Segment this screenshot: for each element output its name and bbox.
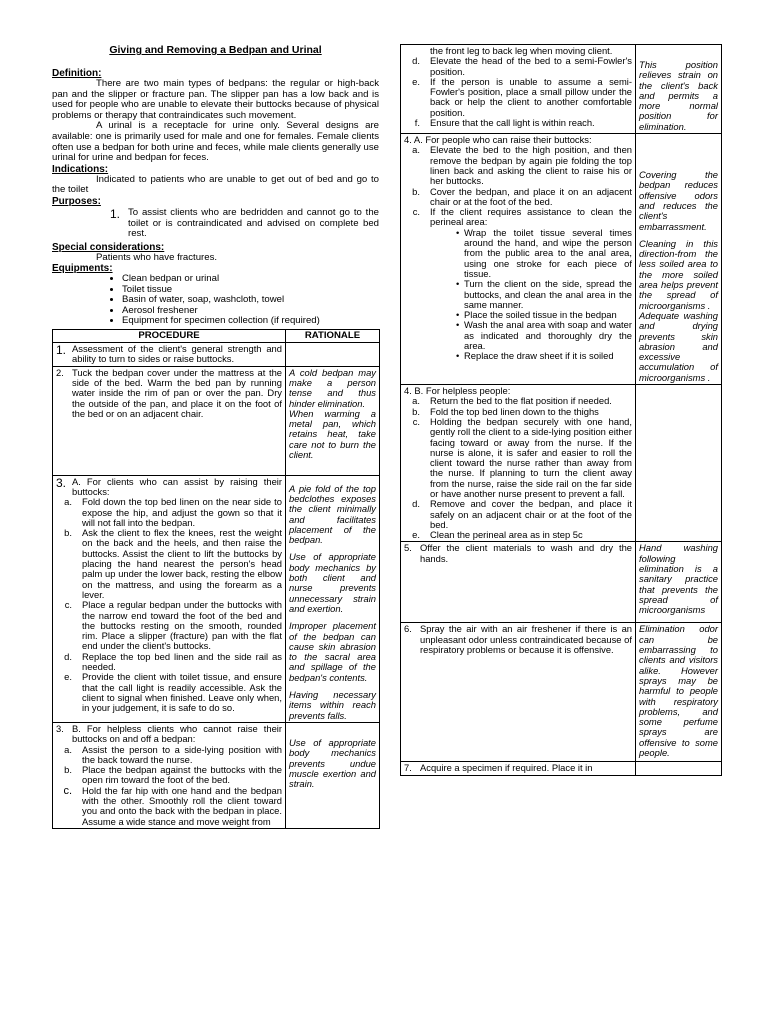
- sub-step-text: Ensure that the call light is within reach.: [430, 117, 595, 129]
- step-number: 5.: [404, 542, 412, 554]
- procedure-cell: [401, 762, 636, 775]
- step-number: 1.: [56, 343, 67, 358]
- special-considerations-text: Patients who have fractures.: [96, 251, 218, 263]
- bullet-item: • Turn the client on the side, spread the buttocks, and clean the anal area in the same manner.: [456, 278, 632, 310]
- rationale-text: Use of appropriate body mechanics by both client and nurse prevents unnecessary strain and exertion.: [289, 551, 376, 614]
- step-text: Acquire a specimen if required. Place it in: [420, 762, 593, 774]
- left-column: [52, 44, 379, 829]
- purpose-text: To assist clients who are bedridden and cannot go to the toilet or is contraindicated and advised on complete bed rest.: [128, 206, 379, 240]
- sub-step-text: If the client requires assistance to clean the perineal area:: [430, 206, 632, 228]
- sub-step-text: Remove and cover the bedpan, and place it safely on an adjacent chair or at the foot of the bed.: [430, 498, 632, 530]
- sub-step-text: Fold the top bed linen down to the thighs: [430, 405, 599, 417]
- table-row: [401, 45, 722, 134]
- bullet-item: • Wash the anal area with soap and water as indicated and thoroughly dry the area.: [456, 319, 632, 352]
- step-number: 2.: [56, 366, 64, 378]
- purpose-item: [52, 208, 379, 240]
- equipment-list: [52, 274, 379, 327]
- procedure-cell: [401, 134, 636, 385]
- rationale-text: A cold bedpan may make a person tense and thus hinder elimination.: [289, 366, 376, 409]
- rationale-cell: [636, 623, 722, 762]
- table-row: [53, 475, 380, 722]
- indications-heading: Indications:: [52, 163, 109, 175]
- special-considerations-heading: Special considerations:: [52, 241, 165, 253]
- bullet-item: • Place the soiled tissue in the bedpan: [404, 310, 632, 320]
- step-number: 7.: [404, 762, 412, 774]
- bullet-text: Turn the client on the side, spread the buttocks, and clean the anal area in the same manner.: [464, 278, 632, 310]
- procedure-table-right: [400, 44, 722, 776]
- procedure-cell: [401, 623, 636, 762]
- sub-step-letter: e.: [64, 671, 72, 683]
- rationale-cell: [636, 762, 722, 775]
- sub-step-letter: b.: [412, 185, 420, 197]
- rationale-cell: [286, 343, 380, 367]
- table-row: [53, 722, 380, 828]
- sub-step-letter: b.: [412, 405, 420, 417]
- rationale-text: Cleaning in this direction-from the less soiled area to the more soiled area helps prevent the spread of microorganisms .: [639, 237, 718, 311]
- procedure-cell: [401, 542, 636, 623]
- step-heading: 4. A. For people who can raise their buttocks:: [404, 134, 592, 146]
- sub-step-letter: d.: [412, 498, 420, 510]
- equipment-item: • Basin of water, soap, washcloth, towel: [122, 295, 379, 306]
- step-heading: A. For clients who can assist by raising their buttocks:: [72, 475, 282, 497]
- rationale-cell: [636, 134, 722, 385]
- rationale-text: Having necessary items within reach prevents falls.: [289, 689, 376, 721]
- procedure-cell: [53, 722, 286, 828]
- sub-step-text: Elevate the bed to the high position, and then remove the bedpan by again pie folding the top linen back and asking the client to raise his or her buttocks.: [430, 144, 632, 187]
- table-row: [401, 623, 722, 762]
- rationale-text: Use of appropriate body mechanics prevents undue muscle exertion and strain.: [289, 736, 376, 790]
- right-column: [400, 44, 721, 776]
- sub-step-text: If the person is unable to assume a semi-Fowler's position, place a small pillow under the back or help the client to another comfortable position.: [430, 75, 632, 118]
- sub-step-letter: b.: [64, 527, 72, 539]
- sub-step-letter: e.: [412, 75, 420, 87]
- step-number: 3.: [56, 475, 67, 490]
- bullet-text: Place the soiled tissue in the bedpan: [464, 309, 617, 321]
- continued-text: the front leg to back leg when moving client.: [430, 45, 613, 56]
- rationale-text: Covering the bedpan reduces offensive odors and reduces the client's embarrassment.: [639, 169, 718, 232]
- purposes-heading: Purposes:: [52, 195, 101, 207]
- rationale-cell: [286, 722, 380, 828]
- sub-step-text: Place the bedpan against the buttocks with the open rim toward the foot of the bed.: [82, 764, 282, 786]
- rationale-cell: [636, 542, 722, 623]
- table-row: [53, 366, 380, 475]
- definition-heading: Definition:: [52, 68, 102, 79]
- sub-step-letter: c.: [64, 599, 72, 611]
- sub-step-letter: a.: [412, 395, 420, 407]
- sub-step-text: Replace the top bed linen and the side rail as needed.: [82, 650, 282, 673]
- document-title: Giving and Removing a Bedpan and Urinal: [109, 44, 322, 56]
- equipment-item: • Clean bedpan or urinal: [122, 274, 379, 285]
- sub-step-text: Clean the perineal area as in step 5c: [430, 529, 583, 541]
- indications-text: Indicated to patients who are unable to get out of bed and go to the toilet: [52, 173, 379, 196]
- equipment-item: • Toilet tissue: [122, 285, 379, 296]
- table-row: [401, 134, 722, 385]
- definition-paragraph-1: There are two main types of bedpans: the regular or high-back pan and the slipper or fracture pan. The slipper pan has a low back and is used for people who are unable to elevate their buttocks because of physical problems or therapy that contraindicates such movement.: [52, 78, 379, 121]
- procedure-header: PROCEDURE: [53, 329, 286, 342]
- rationale-text: Hand washing following elimination is a sanitary practice that prevents the spread of microorganisms: [639, 542, 718, 616]
- bullet-text: Wrap the toilet tissue several times around the hand, and wipe the person from the public area to the anal area, using one stroke for each piece of tissue.: [464, 226, 632, 279]
- sub-step-letter: a.: [64, 743, 72, 755]
- rationale-header: RATIONALE: [286, 329, 380, 342]
- sub-step-text: Place a regular bedpan under the buttocks with the narrow end toward the foot of the bed and the buttocks resting on the smooth, rounded rim. Place a slipper (fracture) pan with the flat end under the client's buttocks.: [82, 599, 282, 652]
- rationale-text: Adequate washing and drying prevents skin abrasion and excessive accumulation of microorganisms .: [639, 309, 718, 383]
- rationale-cell: [636, 45, 722, 134]
- sub-step-letter: a.: [64, 496, 72, 508]
- table-row: [401, 542, 722, 623]
- sub-step-letter: a.: [412, 144, 420, 156]
- rationale-text: When warming a metal pan, which retains heat, take care not to burn the client.: [289, 407, 376, 461]
- table-header-row: [53, 329, 380, 342]
- procedure-cell: [401, 45, 636, 134]
- sub-step-letter: f.: [414, 117, 420, 129]
- step-text: Tuck the bedpan cover under the mattress at the side of the bed. Warm the bed pan by running water inside the rim of pan or over the pan. Dry the outside of the pan, and place it on the foot of the bed or on an adjacent chair.: [72, 366, 282, 419]
- sub-step-text: Fold down the top bed linen on the near side to expose the hip, and adjust the gown so that it will not fall into the bedpan.: [82, 496, 282, 528]
- table-row: [53, 343, 380, 367]
- rationale-text: Elimination odor can be embarrassing to clients and visitors alike. However sprays may be harmful to people with respiratory problems, and some perfume sprays are offensive to some people.: [639, 623, 718, 759]
- bullet-text: Replace the draw sheet if it is soiled: [464, 350, 614, 362]
- sub-step-letter: b.: [64, 764, 72, 776]
- rationale-cell: [286, 366, 380, 475]
- step-text: Offer the client materials to wash and dry the hands.: [420, 542, 632, 564]
- table-row: [401, 385, 722, 542]
- step-number: 3.: [56, 722, 64, 734]
- sub-step-text: Provide the client with toilet tissue, and ensure that the call light is readily accessible. Ask the client to signal when finished. Leave only when, in your judgement, it is safe to do so.: [82, 671, 282, 714]
- rationale-cell: [636, 385, 722, 542]
- equipments-heading: Equipments:: [52, 263, 113, 275]
- sub-step-text: Ask the client to flex the knees, rest the weight on the back and the heels, and then raise the buttocks. Assist the client to lift the buttocks by placing the hand nearest the person's head palm up under the lower back, resting the elbow on the mattress, and using the forearm as a lever.: [82, 527, 282, 600]
- table-row: [401, 762, 722, 775]
- rationale-text: This position relieves strain on the client's back and permits a more normal position for elimination.: [639, 59, 718, 132]
- procedure-table-left: [52, 329, 380, 829]
- step-heading: 4. B. For helpless people:: [404, 385, 511, 397]
- step-text: Assessment of the client's general strength and ability to turn to sides or raise buttocks.: [72, 343, 282, 365]
- step-heading: B. For helpless clients who cannot raise their buttocks on and off a bedpan:: [72, 722, 282, 745]
- sub-step-text: Cover the bedpan, and place it on an adjacent chair or at the foot of the bed.: [430, 185, 632, 207]
- sub-step-letter: c.: [412, 206, 420, 218]
- rationale-cell: [286, 475, 380, 722]
- equipment-item: • Aerosol freshener: [122, 306, 379, 317]
- procedure-cell: [401, 385, 636, 542]
- bullet-text: Wash the anal area with soap and water as indicated and thoroughly dry the area.: [464, 319, 632, 352]
- sub-step-letter: d.: [412, 55, 420, 67]
- definition-paragraph-2: A urinal is a receptacle for urine only. Several designs are available: one is primarily used for male and one for females. Female clients often use a bedpan for both urine and feces, while male clients generally use urinal for urine and bedpan for feces.: [52, 120, 379, 164]
- sub-step-text: Elevate the head of the bed to a semi-Fowler's position.: [430, 55, 632, 77]
- step-text: Spray the air with an air freshener if there is an unpleasant odor unless contraindicated because of respiratory problems or because it is offensive.: [420, 623, 632, 656]
- procedure-cell: [53, 343, 286, 367]
- purpose-number: 1.: [109, 206, 120, 221]
- bullet-item: • Replace the draw sheet if it is soiled: [404, 351, 632, 361]
- procedure-cell: [53, 475, 286, 722]
- sub-step-text: Hold the far hip with one hand and the bedpan with the other. Smoothly roll the client toward you and onto the back with the bedpan in place. Assume a wide stance and move weight from: [82, 784, 282, 827]
- sub-step-letter: c.: [412, 415, 420, 427]
- rationale-text: A pie fold of the top bedclothes exposes the client minimally and facilitates placement of the bedpan.: [289, 482, 376, 546]
- sub-step-letter: e.: [412, 529, 420, 541]
- sub-step-letter: d.: [64, 650, 72, 662]
- sub-step-letter: c.: [63, 784, 72, 797]
- bullet-item: • Wrap the toilet tissue several times around the hand, and wipe the person from the public area to the anal area, using one stroke for each piece of tissue.: [456, 226, 632, 279]
- rationale-text: Improper placement of the bedpan can cause skin abrasion to the sacral area and spillage of the bedpan's contents.: [289, 620, 376, 683]
- sub-step-text: Holding the bedpan securely with one hand, gently roll the client to a side-lying position either facing toward or away from the nurse. If the nurse is alone, it is safer and easier to roll the client toward the nurse rather than away from the nurse. If planning to turn the client away from the nurse, raise the side rail on the far side or have another nurse present to prevent a fall.: [430, 415, 632, 499]
- sub-step-text: Assist the person to a side-lying position with the back toward the nurse.: [82, 743, 282, 765]
- sub-step-text: Return the bed to the flat position if needed.: [430, 395, 612, 407]
- procedure-cell: [53, 366, 286, 475]
- step-number: 6.: [404, 623, 412, 635]
- equipment-item: • Equipment for specimen collection (if required): [122, 316, 379, 327]
